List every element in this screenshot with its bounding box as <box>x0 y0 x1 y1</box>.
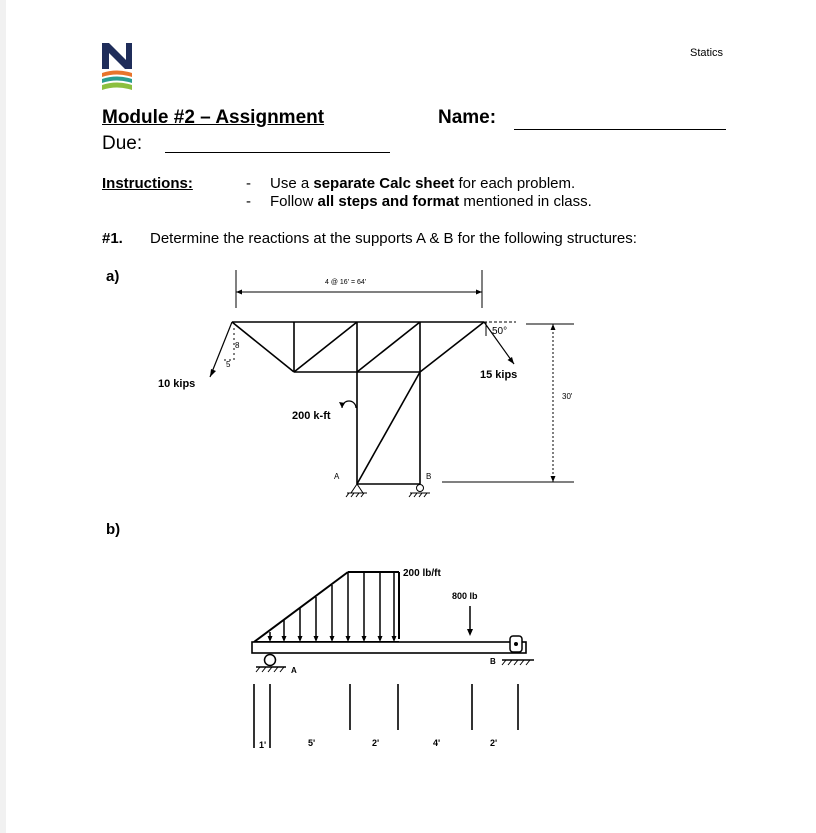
instruction-text: Use a <box>270 175 314 192</box>
instruction-item <box>246 193 592 210</box>
beam-figure <box>246 556 546 756</box>
load-15kips-label: 15 kips <box>480 369 518 381</box>
dist-load-label: 200 lb/ft <box>403 568 441 579</box>
dim-label: 4' <box>433 738 441 748</box>
instruction-bold: separate Calc sheet <box>313 175 455 192</box>
instruction-bold: all steps and format <box>317 193 460 210</box>
support-a-label: A <box>334 472 340 481</box>
roller-support-a <box>265 655 276 666</box>
instruction-text: for each problem. <box>454 175 576 192</box>
distributed-load <box>254 572 399 642</box>
due-field-line <box>165 152 390 153</box>
moment-label: 200 k-ft <box>292 410 331 422</box>
dim-label: 1' <box>259 740 267 750</box>
instruction-item <box>246 175 575 192</box>
part-b-label: b) <box>106 521 121 538</box>
slope-5-label: 5 <box>226 360 231 369</box>
instruction-dash: - <box>246 193 251 210</box>
beam <box>252 642 526 653</box>
dim-label: 2' <box>372 738 380 748</box>
instructions-label: Instructions: <box>102 175 193 192</box>
course-name: Statics <box>690 47 724 59</box>
problem-number: #1. <box>102 230 123 247</box>
instruction-dash: - <box>246 175 251 192</box>
span-label: 4 @ 16' = 64' <box>325 279 367 286</box>
instruction-text: mentioned in class. <box>459 193 592 210</box>
support-b-label: B <box>490 657 496 666</box>
load-10kips-label: 10 kips <box>158 378 196 390</box>
roller-support-b <box>417 485 424 492</box>
dim-label: 2' <box>490 738 498 748</box>
pin-support-a <box>351 484 363 493</box>
support-b-label: B <box>426 472 432 481</box>
slope-8-label: 8 <box>235 341 240 350</box>
moment-arrowhead <box>339 402 345 408</box>
truss-figure <box>150 262 590 502</box>
problem-text: Determine the reactions at the supports A & B for the following structures: <box>150 230 637 247</box>
page-left-margin <box>0 0 6 833</box>
support-a-label: A <box>291 666 297 675</box>
dim-label: 5' <box>308 738 316 748</box>
point-load-label: 800 lb <box>452 591 478 601</box>
angle-50-label: 50° <box>492 326 508 337</box>
moment-arrow <box>342 401 356 408</box>
due-label: Due: <box>102 133 143 154</box>
height-label: 30' <box>562 392 573 401</box>
name-field-line <box>514 129 726 130</box>
logo-icon <box>102 43 134 91</box>
instruction-text: Follow <box>270 193 318 210</box>
name-label: Name: <box>438 107 497 128</box>
dimension-lines <box>254 684 518 748</box>
part-a-label: a) <box>106 268 120 285</box>
truss-members <box>232 322 484 484</box>
page-title: Module #2 – Assignment <box>102 107 325 128</box>
